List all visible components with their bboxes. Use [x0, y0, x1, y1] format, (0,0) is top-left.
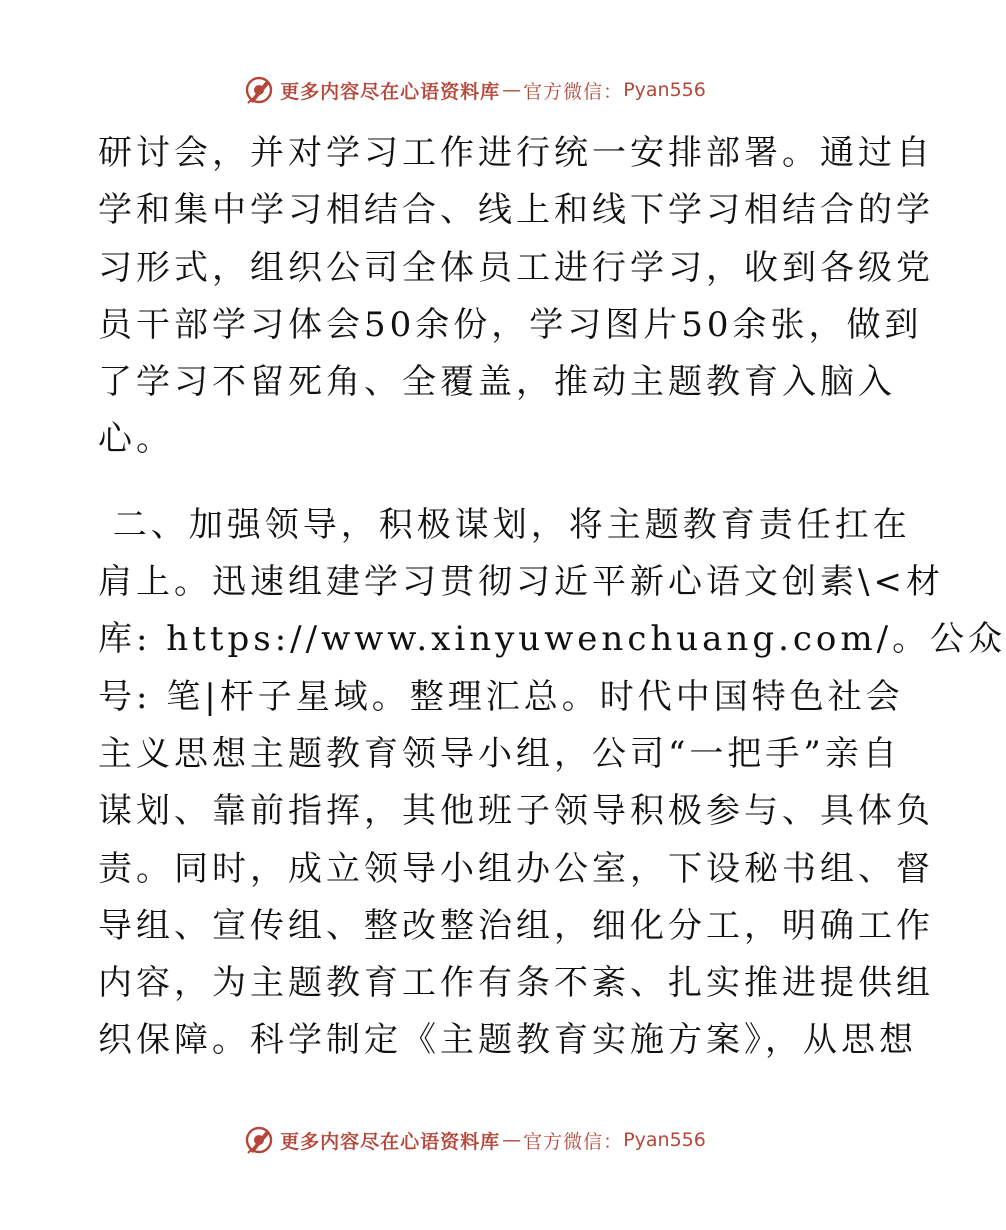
header-separator: — [502, 79, 522, 101]
header-account: Pyan556 [623, 79, 706, 101]
paragraph-gap [98, 469, 850, 497]
text-line: 心。 [98, 419, 174, 460]
text-line: 号: 笔|杆子星域。整理汇总。时代中国特色社会 [98, 676, 904, 717]
quill-logo-icon [244, 1125, 274, 1155]
footer-title: 更多内容尽在心语资料库 [280, 1130, 501, 1153]
footer-separator: — [502, 1129, 522, 1151]
footer-banner [0, 1120, 950, 1160]
text-line: 员干部学习体会50余份，学习图片50余张，做到 [98, 304, 923, 345]
footer-account: Pyan556 [623, 1129, 706, 1151]
text-line: 研讨会，并对学习工作进行统一安排部署。通过自 [98, 133, 934, 173]
text-line: 了学习不留死角、全覆盖，推动主题教育入脑入 [98, 362, 896, 403]
paragraph-1 [98, 125, 934, 469]
text-line: 导组、宣传组、整改整治组，细化分工，明确工作 [98, 905, 934, 946]
text-line: 内容，为主题教育工作有条不紊、扎实推进提供组 [98, 963, 934, 1004]
header-title: 更多内容尽在心语资料库 [280, 80, 501, 103]
header-banner [0, 70, 950, 110]
text-line: 学和集中学习相结合、线上和线下学习相结合的学 [98, 190, 934, 231]
text-line: 谋划、靠前指挥，其他班子领导积极参与、具体负 [98, 791, 934, 832]
body-text [98, 125, 1006, 1070]
footer-official-label: 官方微信： [523, 1130, 624, 1153]
text-line: 肩上。迅速组建学习贯彻习近平新心语文创素\<材 [98, 562, 944, 603]
text-line: 习形式，组织公司全体员工进行学习，收到各级党 [98, 247, 934, 288]
text-line: 主义思想主题教育领导小组，公司“一把手”亲自 [98, 733, 901, 774]
text-line: 织保障。科学制定《主题教育实施方案》，从思想 [98, 1020, 917, 1061]
text-line: 库: https://www.xinyuwenchuang.com/。公众 [98, 619, 1006, 660]
text-line: 责。同时，成立领导小组办公室，下设秘书组、督 [98, 848, 934, 889]
header-official-label: 官方微信： [523, 80, 624, 103]
text-line: 二、加强领导，积极谋划，将主题教育责任扛在 [98, 504, 911, 545]
paragraph-2 [98, 497, 1006, 1070]
quill-logo-icon [244, 75, 274, 105]
